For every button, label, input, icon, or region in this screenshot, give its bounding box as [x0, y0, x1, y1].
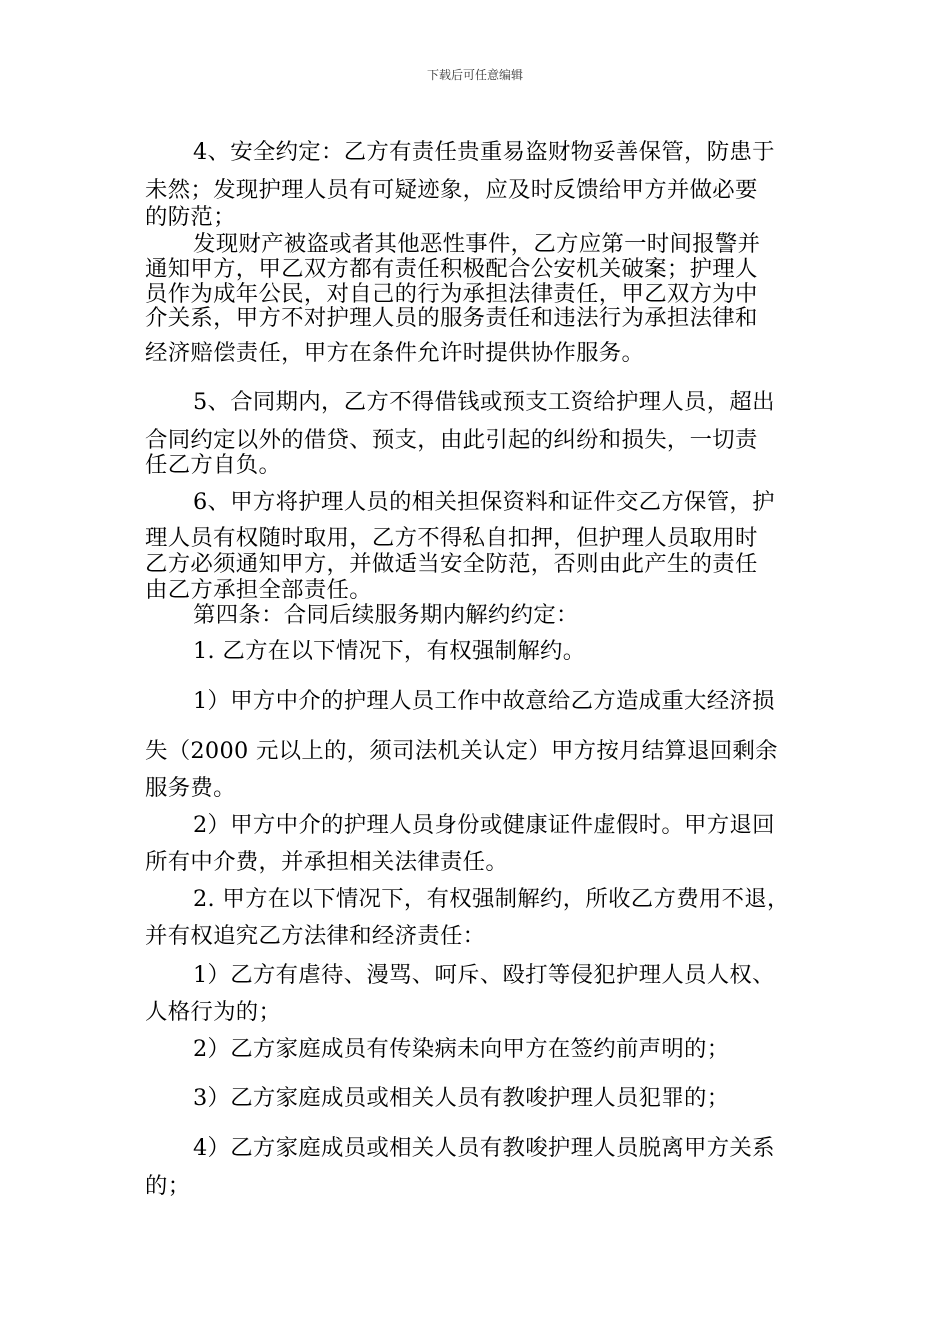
text-line: 1）乙方有虐待、漫骂、呵斥、殴打等侵犯护理人员人权、 — [193, 962, 775, 988]
text-line: 理人员有权随时取用，乙方不得私自扣押，但护理人员取用时 — [145, 525, 758, 551]
text-line: 2. 甲方在以下情况下，有权强制解约，所收乙方费用不退， — [193, 886, 790, 912]
text-line: 并有权追究乙方法律和经济责任： — [145, 923, 486, 949]
text-line: 6、甲方将护理人员的相关担保资料和证件交乙方保管，护 — [193, 489, 775, 515]
text-line: 4、安全约定：乙方有责任贵重易盗财物妥善保管，防患于 — [193, 139, 775, 165]
text-line: 合同约定以外的借贷、预支，由此引起的纠纷和损失，一切责 — [145, 427, 758, 453]
text-line: 的； — [145, 1173, 191, 1199]
text-line: 5、合同期内，乙方不得借钱或预支工资给护理人员，超出 — [193, 389, 775, 415]
text-line: 未然；发现护理人员有可疑迹象，应及时反馈给甲方并做必要 — [145, 177, 758, 203]
text-line: 经济赔偿责任，甲方在条件允许时提供协作服务。 — [145, 340, 645, 366]
text-line: 1）甲方中介的护理人员工作中故意给乙方造成重大经济损 — [193, 688, 775, 714]
text-line: 的防范； — [145, 204, 236, 230]
text-line: 通知甲方，甲乙双方都有责任积极配合公安机关破案；护理人 — [145, 256, 758, 282]
text-line: 第四条：合同后续服务期内解约约定： — [193, 602, 579, 628]
text-line: 由乙方承担全部责任。 — [145, 577, 372, 603]
text-line: 介关系，甲方不对护理人员的服务责任和违法行为承担法律和 — [145, 305, 758, 331]
document-body — [145, 0, 810, 1344]
text-line: 乙方必须通知甲方，并做适当安全防范，否则由此产生的责任 — [145, 551, 758, 577]
text-line: 3）乙方家庭成员或相关人员有教唆护理人员犯罪的； — [193, 1085, 730, 1111]
text-line: 4）乙方家庭成员或相关人员有教唆护理人员脱离甲方关系 — [193, 1135, 775, 1161]
text-line: 2）乙方家庭成员有传染病未向甲方在签约前声明的； — [193, 1036, 730, 1062]
text-line: 员作为成年公民，对自己的行为承担法律责任，甲乙双方为中 — [145, 281, 758, 307]
text-line: 所有中介费，并承担相关法律责任。 — [145, 849, 509, 875]
text-line: 失（2000 元以上的，须司法机关认定）甲方按月结算退回剩余 — [145, 738, 778, 764]
page-header: 下载后可任意编辑 — [426, 68, 523, 82]
text-line: 服务费。 — [145, 775, 236, 801]
text-line: 1. 乙方在以下情况下，有权强制解约。 — [193, 638, 586, 664]
text-line: 发现财产被盗或者其他恶性事件，乙方应第一时间报警并 — [193, 231, 761, 257]
text-line: 人格行为的； — [145, 999, 282, 1025]
text-line: 任乙方自负。 — [145, 452, 282, 478]
text-line: 2）甲方中介的护理人员身份或健康证件虚假时。甲方退回 — [193, 812, 775, 838]
